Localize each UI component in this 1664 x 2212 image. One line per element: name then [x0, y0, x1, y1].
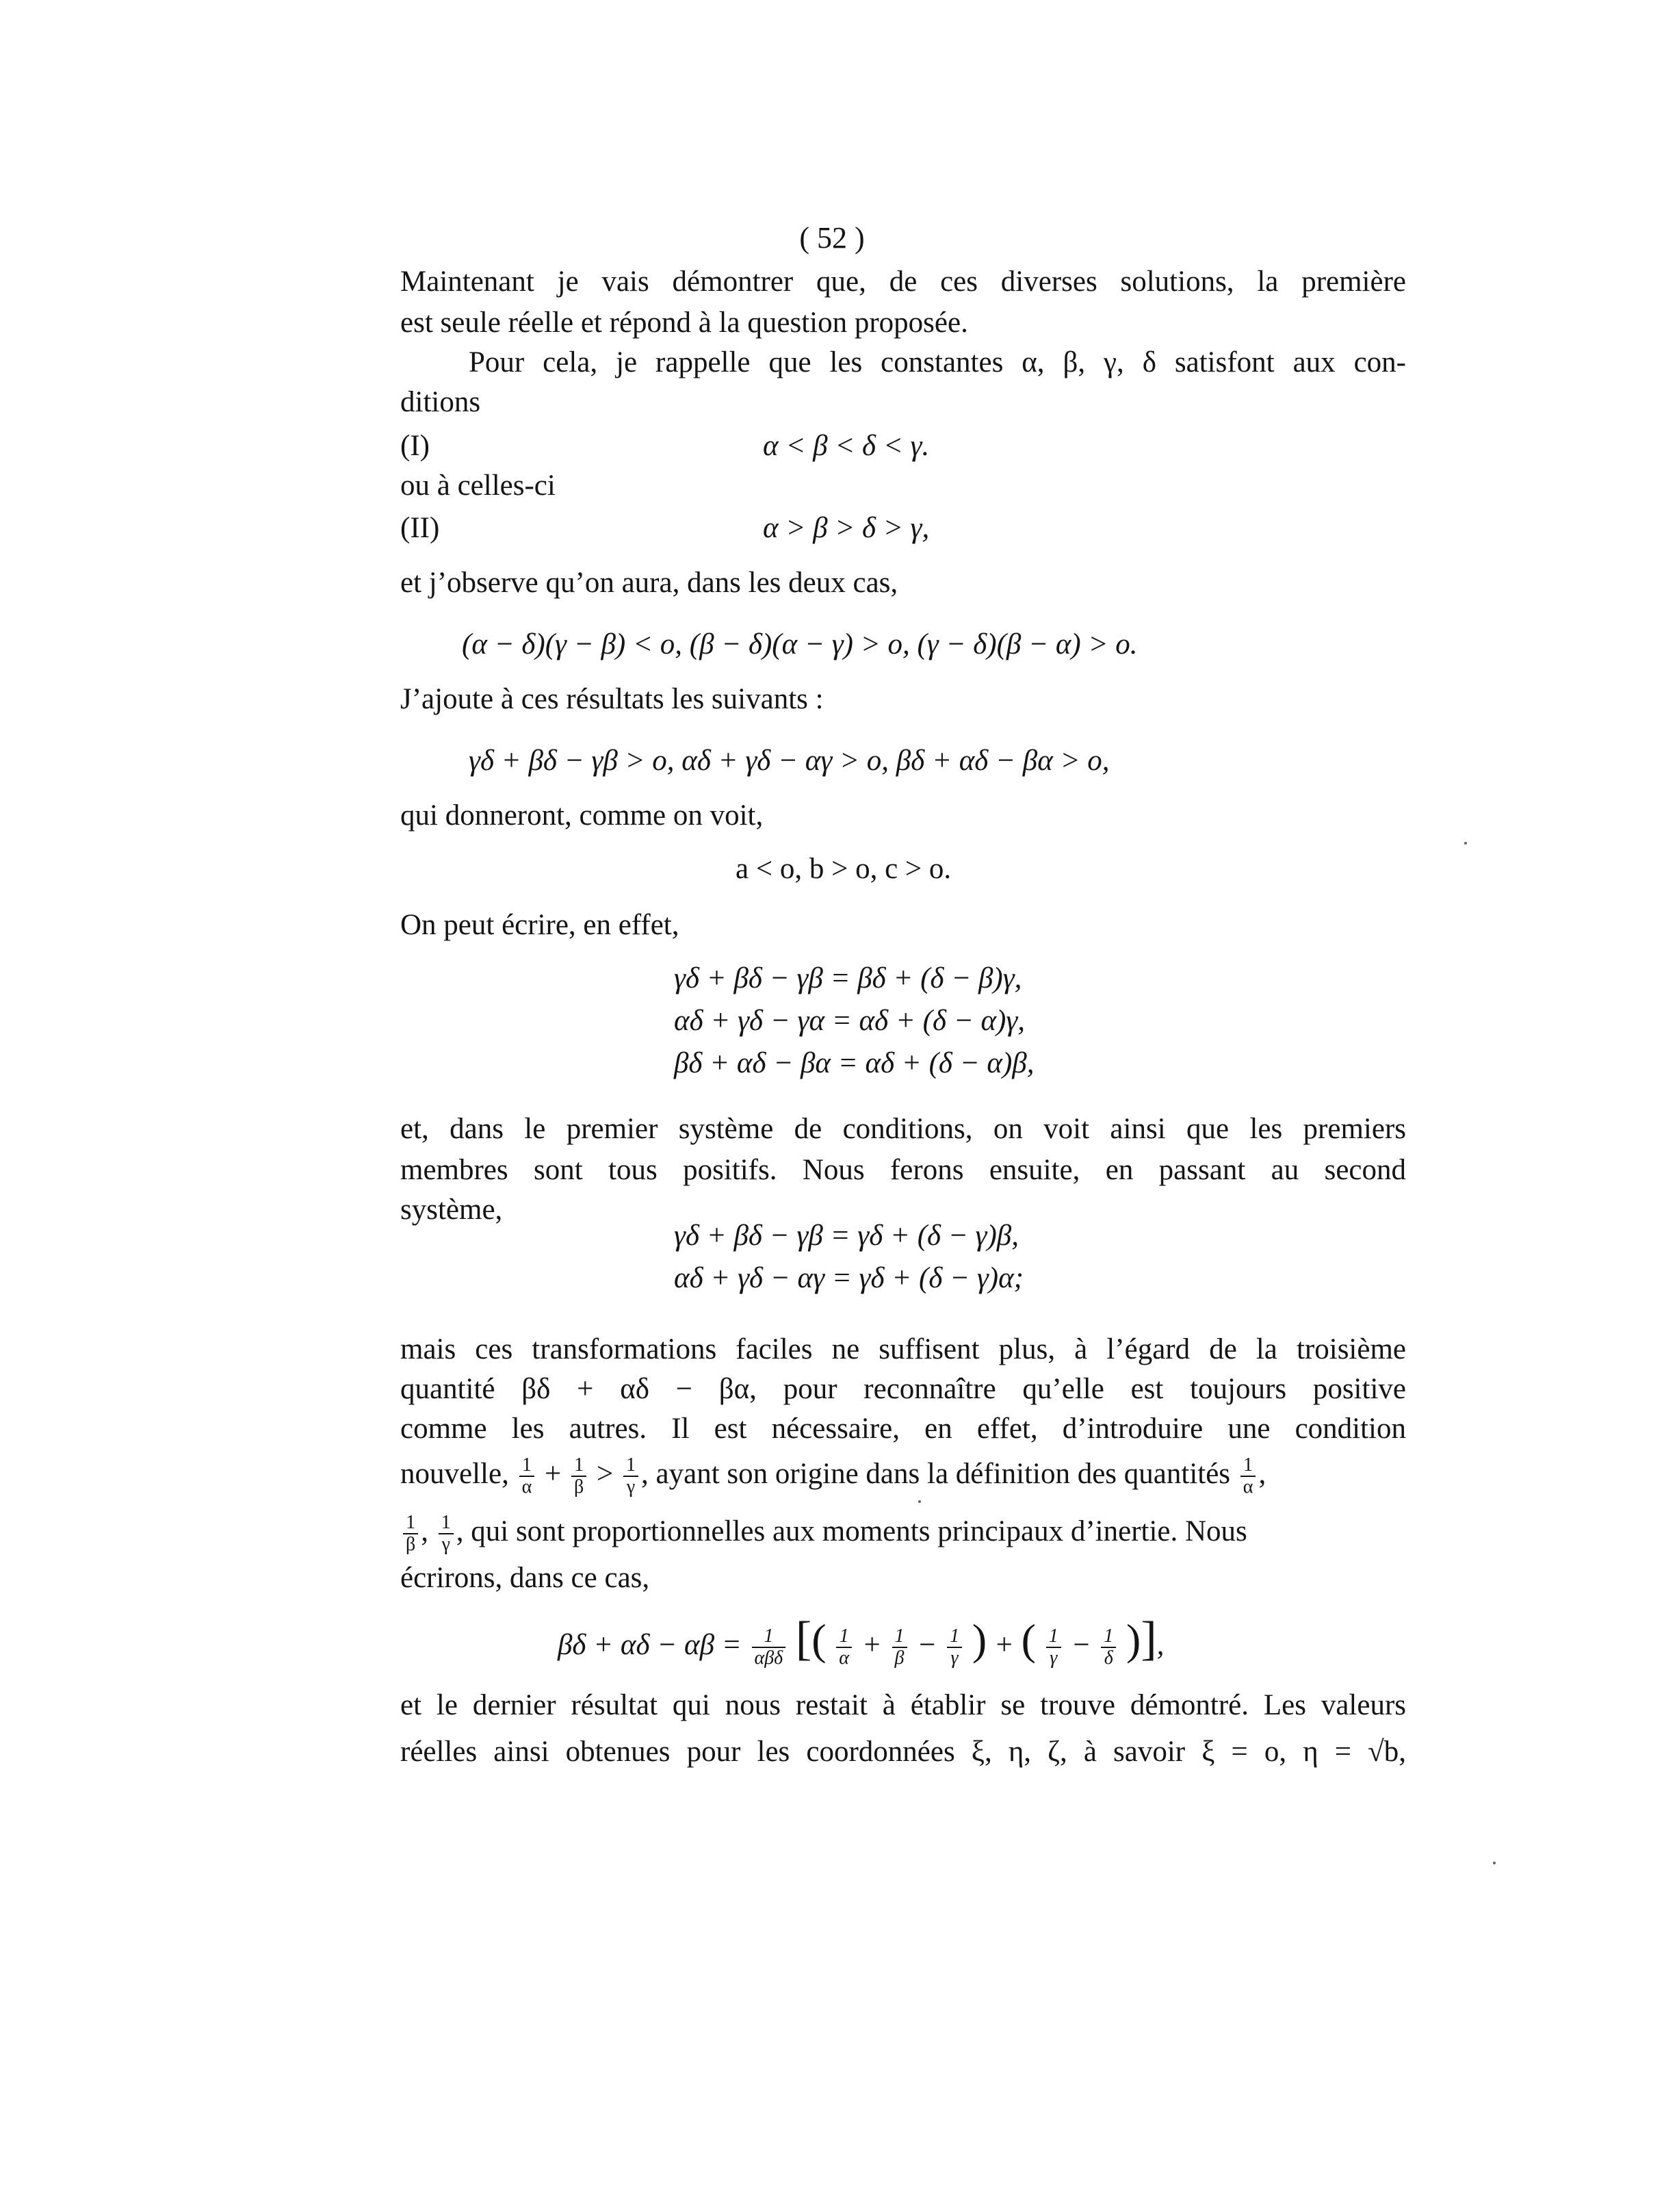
fraction	[836, 1626, 852, 1669]
fraction-numerator: 1	[571, 1455, 586, 1477]
paragraph-line: ditions	[400, 386, 481, 418]
paragraph-line: comme les autres. Il est nécessaire, en effet, d’introduire une condition	[400, 1413, 1406, 1445]
paragraph-line-with-fractions	[400, 1454, 1406, 1497]
paragraph-line: J’ajoute à ces résultats les suivants :	[400, 683, 824, 715]
fraction	[1240, 1455, 1256, 1497]
fraction-denominator: δ	[1104, 1647, 1113, 1669]
paragraph-line: ou à celles-ci	[400, 470, 556, 502]
fraction-denominator: β	[574, 1476, 584, 1498]
plus-sign: +	[861, 1629, 882, 1661]
text-segment: qui sont proportionnelles aux moments principaux d’inertie. Nous	[471, 1515, 1247, 1547]
fraction-denominator: α	[839, 1647, 849, 1669]
fraction	[947, 1626, 962, 1669]
inequality-line: a < o, b > o, c > o.	[736, 853, 952, 885]
fraction	[892, 1626, 907, 1669]
fraction-denominator: αβδ	[754, 1647, 783, 1669]
fraction	[439, 1513, 454, 1555]
print-speck	[1493, 1862, 1496, 1864]
equation-lhs: βδ + αδ − αβ =	[558, 1629, 742, 1661]
equation-line: γδ + βδ − γβ = βδ + (δ − β)γ,	[674, 962, 1022, 994]
fraction-numerator: 1	[752, 1626, 786, 1648]
fraction-numerator: 1	[403, 1513, 418, 1534]
fraction	[1101, 1626, 1116, 1669]
print-speck	[1464, 842, 1467, 845]
comma: ,	[456, 1515, 464, 1547]
paragraph-line: et j’observe qu’on aura, dans les deux cas,	[400, 567, 898, 599]
paragraph-line-with-fractions	[400, 1511, 1406, 1555]
left-paren: (	[1021, 1615, 1036, 1664]
plus-sign: +	[993, 1629, 1014, 1661]
paragraph-line: réelles ainsi obtenues pour les coordonnées ξ, η, ζ, à savoir ξ = o, η = √b,	[400, 1736, 1406, 1768]
fraction-denominator: β	[894, 1647, 905, 1669]
comma: ,	[421, 1515, 428, 1547]
paragraph-line: écrirons, dans ce cas,	[400, 1562, 650, 1594]
fraction-numerator: 1	[1101, 1626, 1116, 1648]
fraction	[752, 1626, 786, 1669]
fraction-denominator: γ	[1050, 1647, 1058, 1669]
right-paren: )	[1126, 1615, 1141, 1664]
inequality-line: γδ + βδ − γβ > o, αδ + γδ − αγ > o, βδ + αδ − βα > o,	[469, 745, 1110, 777]
fraction-numerator: 1	[519, 1455, 535, 1477]
right-paren: )	[972, 1615, 987, 1664]
right-bracket: ]	[1141, 1612, 1157, 1665]
fraction-numerator: 1	[836, 1626, 852, 1648]
fraction-denominator: γ	[441, 1534, 450, 1556]
fraction	[1046, 1626, 1061, 1669]
paragraph-line: membres sont tous positifs. Nous ferons ensuite, en passant au second	[400, 1154, 1406, 1186]
fraction	[519, 1455, 535, 1497]
paragraph-line: système,	[400, 1194, 503, 1226]
fraction-numerator: 1	[947, 1626, 962, 1648]
left-bracket: [	[795, 1612, 812, 1665]
comma: ,	[1156, 1629, 1165, 1661]
paragraph-line: est seule réelle et répond à la question proposée.	[400, 307, 968, 339]
paragraph-line: qui donneront, comme on voit,	[400, 799, 764, 832]
greater-than-sign: >	[597, 1458, 614, 1490]
fraction-denominator: γ	[950, 1647, 959, 1669]
paragraph-line: On peut écrire, en effet,	[400, 909, 679, 941]
fraction-numerator: 1	[1046, 1626, 1061, 1648]
comma: ,	[641, 1458, 649, 1490]
equation-line: αδ + γδ − αγ = γδ + (δ − γ)α;	[674, 1262, 1024, 1294]
paragraph-line: et, dans le premier système de conditions, on voit ainsi que les premiers	[400, 1113, 1406, 1145]
minus-sign: −	[1071, 1629, 1091, 1661]
paragraph-line: Maintenant je vais démontrer que, de ces diverses solutions, la première	[400, 266, 1406, 298]
fraction-denominator: γ	[626, 1476, 636, 1498]
comma: ,	[1258, 1458, 1266, 1490]
fraction-numerator: 1	[1240, 1455, 1256, 1477]
final-equation	[558, 1608, 1164, 1676]
paragraph-line: Pour cela, je rappelle que les constantes α, β, γ, δ satisfont aux con-	[469, 346, 1406, 378]
plus-sign: +	[545, 1458, 562, 1490]
fraction-denominator: α	[521, 1476, 532, 1498]
fraction	[623, 1455, 638, 1497]
paragraph-line: quantité βδ + αδ − βα, pour reconnaître qu’elle est toujours positive	[400, 1373, 1406, 1405]
page-number: ( 52 )	[799, 221, 865, 255]
paragraph-line: et le dernier résultat qui nous restait à établir se trouve démontré. Les valeurs	[400, 1689, 1406, 1721]
text-segment: nouvelle,	[400, 1458, 509, 1490]
fraction	[571, 1455, 586, 1497]
fraction-denominator: β	[406, 1534, 416, 1556]
text-segment: ayant son origine dans la définition des quantités	[655, 1458, 1231, 1490]
condition-label: (I)	[400, 430, 430, 462]
paragraph-line: mais ces transformations faciles ne suffisent plus, à l’égard de la troisième	[400, 1333, 1406, 1365]
condition-label: (II)	[400, 512, 440, 544]
equation-line: αδ + γδ − γα = αδ + (δ − α)γ,	[674, 1005, 1026, 1037]
fraction-numerator: 1	[892, 1626, 907, 1648]
equation-line: βδ + αδ − βα = αδ + (δ − α)β,	[674, 1047, 1035, 1079]
fraction	[403, 1513, 418, 1555]
equation-line: γδ + βδ − γβ = γδ + (δ − γ)β,	[674, 1220, 1019, 1252]
fraction-numerator: 1	[439, 1513, 454, 1534]
fraction-denominator: α	[1243, 1476, 1253, 1498]
condition-equation: α < β < δ < γ.	[763, 430, 930, 462]
fraction-numerator: 1	[623, 1455, 638, 1477]
print-speck	[918, 1500, 921, 1503]
left-paren: (	[811, 1615, 827, 1664]
minus-sign: −	[917, 1629, 937, 1661]
condition-equation: α > β > δ > γ,	[763, 512, 930, 544]
inequality-line: (α − δ)(γ − β) < o, (β − δ)(α − γ) > o, (γ − δ)(β − α) > o.	[462, 628, 1138, 660]
